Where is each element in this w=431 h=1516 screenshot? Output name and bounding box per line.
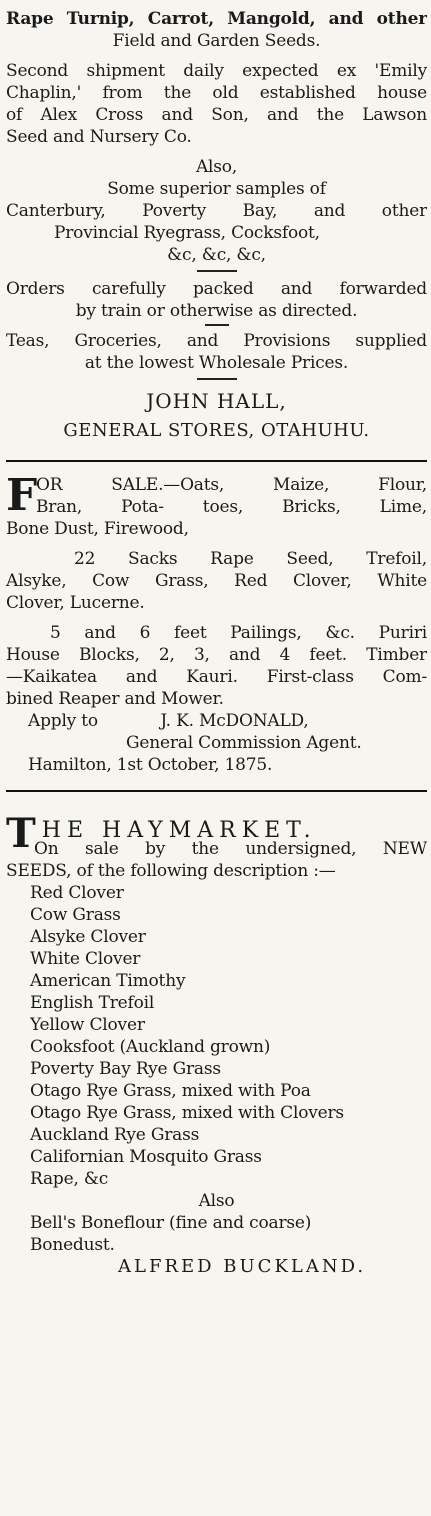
advert-date: Hamilton, 1st October, 1875. [28,755,273,775]
drop-cap-letter: F [6,470,38,521]
agent-title: General Commission Agent. [126,733,362,753]
short-divider [205,324,229,326]
ad3-intro-1: On sale by the undersigned, NEW [34,839,427,859]
column-divider [6,460,427,462]
list-item: Red Clover [30,883,124,903]
ad2-seeds-1: 22 Sacks Rape Seed, Trefoil, [74,549,427,569]
list-item: Californian Mosquito Grass [30,1147,262,1167]
ad2-pailings-4: bined Reaper and Mower. [6,689,224,709]
short-divider [197,270,237,272]
list-item: Yellow Clover [30,1015,145,1035]
ad2-line-2: Bran, Pota- toes, Bricks, Lime, [36,497,427,517]
ad1-shipment-1: Second shipment daily expected ex 'Emily [6,61,427,81]
ad1-shipment-4: Seed and Nursery Co. [6,127,192,147]
ad1-samples-1: Some superior samples of [107,179,326,199]
ad1-teas-2: at the lowest Wholesale Prices. [84,353,349,373]
ad2-pailings-1: 5 and 6 feet Pailings, &c. Puriri [50,623,427,643]
haymarket-title: HE HAYMARKET. [41,818,317,843]
ad2-seeds-2: Alsyke, Cow Grass, Red Clover, White [6,571,427,591]
ad1-samples-2: Canterbury, Poverty Bay, and other [6,201,427,221]
ad3-intro-2: SEEDS, of the following description :— [6,861,336,881]
list-item: White Clover [30,949,141,969]
list-item: Rape, &c [30,1169,109,1189]
ad2-seeds-3: Clover, Lucerne. [6,593,145,613]
list-item: Cooksfoot (Auckland grown) [30,1037,271,1057]
list-item: Poverty Bay Rye Grass [30,1059,221,1079]
list-item: Auckland Rye Grass [30,1125,200,1145]
ad3-extra-1: Bell's Boneflour (fine and coarse) [30,1213,312,1233]
list-item: Otago Rye Grass, mixed with Poa [30,1081,311,1101]
advertiser-signature: ALFRED BUCKLAND. [118,1256,367,1277]
ad1-shipment-3: of Alex Cross and Son, and the Lawson [6,105,427,125]
list-item: English Trefoil [30,993,155,1013]
ad1-samples-3: Provincial Ryegrass, Cocksfoot, [54,223,320,243]
haymarket-advertisement [6,804,427,1278]
ad1-line-2: Field and Garden Seeds. [112,31,321,51]
list-item: Alsyke Clover [30,927,146,947]
list-item: Cow Grass [30,905,121,925]
john-hall-advertisement [6,8,427,446]
ad3-extra-2: Bonedust. [30,1235,115,1255]
ad2-pailings-2: House Blocks, 2, 3, and 4 feet. Timber [6,645,427,665]
store-address: GENERAL STORES, OTAHUHU. [63,420,370,441]
agent-name: J. K. McDONALD, [160,711,309,731]
drop-cap-letter: T [6,810,42,857]
for-sale-advertisement [6,470,427,776]
ad1-orders-1: Orders carefully packed and forwarded [6,279,427,299]
ad1-line-1: Rape Turnip, Carrot, Mangold, and other [6,9,427,29]
ad1-samples-4: &c, &c, &c, [167,245,266,265]
ad1-teas-1: Teas, Groceries, and Provisions supplied [6,331,427,351]
advertiser-name: JOHN HALL, [146,389,287,413]
ad2-line-1: OR SALE.—Oats, Maize, Flour, [36,475,427,495]
seed-list [6,882,427,1190]
list-item: Otago Rye Grass, mixed with Clovers [30,1103,344,1123]
ad1-shipment-2: Chaplin,' from the old established house [6,83,427,103]
column-divider [6,790,427,792]
ad2-line-3: Bone Dust, Firewood, [6,519,189,539]
list-item: American Timothy [30,971,186,991]
apply-label: Apply to [28,711,98,731]
short-divider [197,378,237,380]
ad3-also: Also [198,1191,235,1211]
ad1-also: Also, [195,157,238,177]
ad1-orders-2: by train or otherwise as directed. [75,301,358,321]
ad2-pailings-3: —Kaikatea and Kauri. First-class Com- [6,667,427,687]
